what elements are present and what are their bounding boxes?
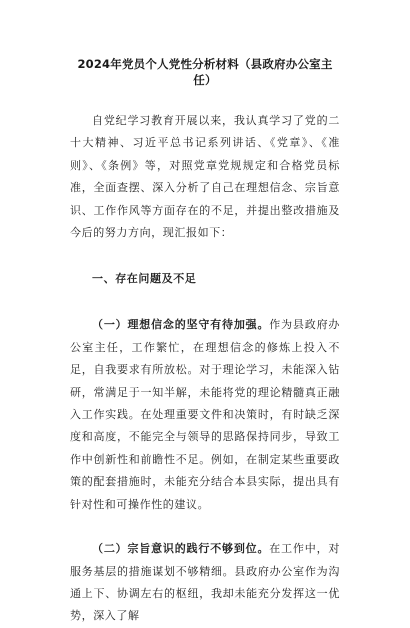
item-2-text: 在工作中，对服务基层的措施谋划不够精细。县政府办公室作为沟通上下、协调左右的枢纽，我却未能充分发挥这一优势，深入了解	[70, 542, 340, 623]
document-title: 2024年党员个人党性分析材料（县政府办公室主任）	[77, 57, 333, 87]
item-1-text: 作为县政府办公室主任，工作繁忙，在理想信念的修炼上投入不足，自我要求有所放松。对于理论学习，未能深入钻研，常满足于一知半解，未能将党的理论精髓真正融入工作实践。在处理重要文件和决策时，有时缺乏深度和高度，不能完全与领导的思路保持同步，导致工作中创新性和前瞻性不足。例如，在制定某些重要政策的配套措施时，未能充分结合本县实际，提出具有针对性和可操作性的建议。	[70, 318, 340, 511]
intro-paragraph: 自党纪学习教育开展以来，我认真学习了党的二十大精神、习近平总书记系列讲话、《党章》、《准则》、《条例》等，对照党章党规规定和合格党员标准，全面查摆、深入分析了自己在理想信念、宗旨意识、工作作风等方面存在的不足，并提出整改措施及今后的努力方向，现汇报如下：	[70, 114, 340, 240]
item-2-paragraph	[70, 538, 340, 628]
section-heading-problems: 一、存在问题及不足	[92, 272, 197, 286]
item-1-paragraph	[70, 314, 340, 516]
item-1-lead: （一）理想信念的坚守有待加强。	[92, 318, 270, 332]
item-2-lead: （二）宗旨意识的践行不够到位。	[92, 542, 270, 556]
